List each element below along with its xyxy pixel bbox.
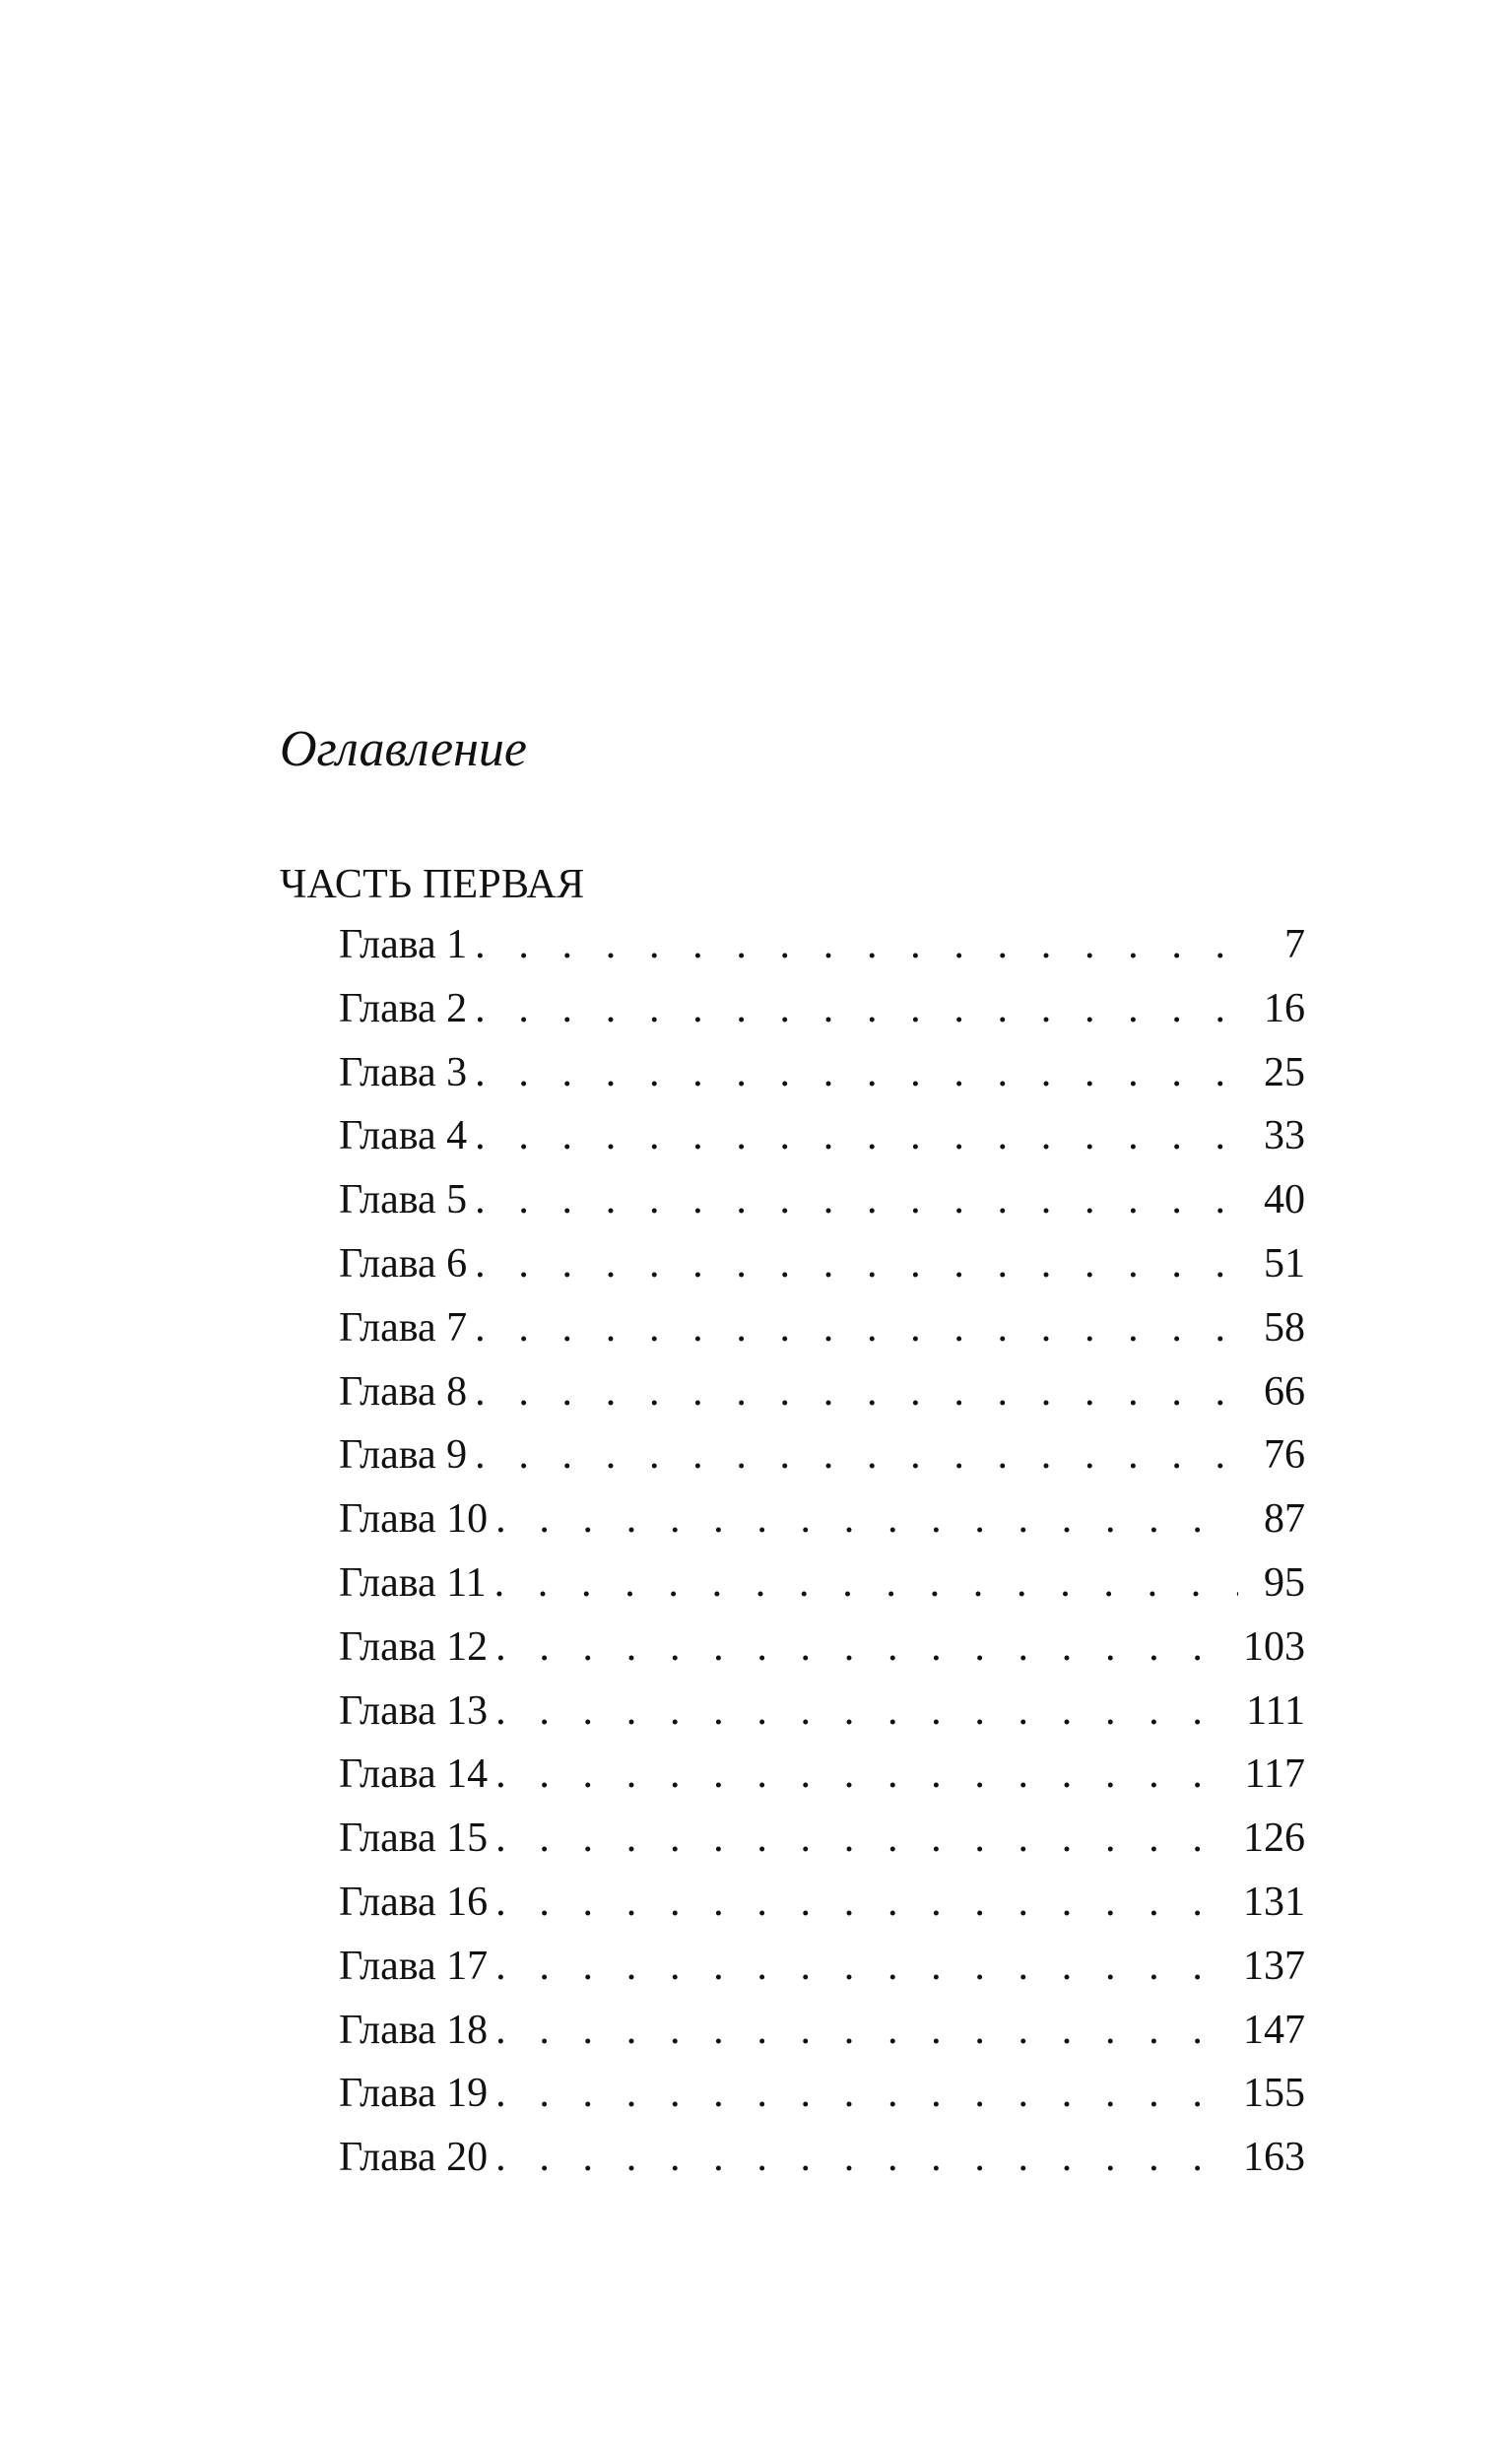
toc-entry-chapter-4[interactable] [339,1115,1305,1179]
chapter-label: Глава 13 [339,1687,489,1734]
dot-leader [475,1434,1238,1476]
chapter-label: Глава 17 [339,1943,489,1989]
page-title: Оглавление [280,721,527,777]
dot-leader [475,1371,1238,1413]
dot-leader [495,1690,1238,1732]
dot-leader [475,1115,1238,1156]
page-number: 7 [1284,922,1305,967]
dot-leader [495,1946,1238,1987]
chapter-label: Глава 2 [339,985,468,1031]
page-number: 33 [1264,1113,1305,1159]
chapter-label: Глава 6 [339,1240,468,1287]
page-number: 131 [1243,1879,1305,1925]
toc-entry-chapter-20[interactable] [339,2137,1305,2201]
toc-entry-chapter-16[interactable] [339,1879,1305,1946]
toc-entry-chapter-5[interactable] [339,1179,1305,1243]
chapter-label: Глава 14 [339,1751,489,1798]
dot-leader [495,1626,1238,1668]
page-number: 155 [1243,2071,1305,2117]
chapter-label: Глава 20 [339,2135,489,2181]
page-number: 58 [1264,1304,1305,1351]
toc-entry-chapter-15[interactable] [339,1817,1305,1882]
chapter-label: Глава 9 [339,1432,468,1479]
toc-entry-chapter-12[interactable] [339,1623,1305,1690]
chapter-label: Глава 15 [339,1816,489,1862]
chapter-label: Глава 12 [339,1623,489,1670]
dot-leader [495,2137,1238,2178]
toc-entry-chapter-3[interactable] [339,1049,1305,1116]
page-number: 76 [1264,1432,1305,1479]
page-number: 40 [1264,1177,1305,1223]
dot-leader [494,1562,1238,1604]
page-number: 163 [1243,2135,1305,2181]
dot-leader [475,924,1238,965]
dot-leader [495,2010,1238,2051]
dot-leader [475,1179,1238,1221]
toc-entry-chapter-13[interactable] [339,1687,1305,1754]
toc-entry-chapter-14[interactable] [339,1753,1305,1817]
chapter-label: Глава 4 [339,1113,468,1159]
chapter-label: Глава 11 [339,1559,487,1606]
page-number: 95 [1264,1559,1305,1606]
page-number: 87 [1264,1496,1305,1543]
toc-entry-chapter-7[interactable] [339,1304,1305,1371]
toc-entry-chapter-18[interactable] [339,2007,1305,2074]
chapter-label: Глава 5 [339,1177,468,1223]
toc-entry-chapter-17[interactable] [339,1943,1305,2010]
chapter-label: Глава 7 [339,1304,468,1351]
dot-leader [495,1753,1238,1795]
table-of-contents [339,924,1305,2201]
chapter-label: Глава 1 [339,922,468,967]
page-number: 66 [1264,1368,1305,1415]
toc-entry-chapter-8[interactable] [339,1368,1305,1435]
dot-leader [495,1882,1238,1923]
chapter-label: Глава 18 [339,2007,489,2053]
page-number: 111 [1246,1687,1305,1734]
dot-leader [495,2073,1238,2114]
dot-leader [475,1307,1238,1349]
page-number: 147 [1243,2007,1305,2053]
toc-entry-chapter-19[interactable] [339,2073,1305,2137]
chapter-label: Глава 19 [339,2071,489,2117]
page-number: 25 [1264,1049,1305,1095]
chapter-label: Глава 8 [339,1368,468,1415]
page-number: 16 [1264,985,1305,1031]
chapter-label: Глава 3 [339,1049,468,1095]
page-number: 137 [1243,1943,1305,1989]
page-number: 103 [1243,1623,1305,1670]
dot-leader [475,1052,1238,1093]
dot-leader [495,1498,1238,1540]
page-number: 51 [1264,1240,1305,1287]
toc-entry-chapter-2[interactable] [339,985,1305,1052]
toc-entry-chapter-10[interactable] [339,1498,1305,1562]
toc-entry-chapter-6[interactable] [339,1240,1305,1307]
dot-leader [475,988,1238,1029]
toc-entry-chapter-1[interactable] [339,924,1305,988]
dot-leader [475,1243,1238,1285]
toc-entry-chapter-9[interactable] [339,1434,1305,1498]
page-number: 117 [1244,1751,1305,1798]
toc-entry-chapter-11[interactable] [339,1559,1305,1626]
page-number: 126 [1243,1816,1305,1862]
dot-leader [495,1817,1238,1859]
chapter-label: Глава 16 [339,1879,489,1925]
part-heading: ЧАСТЬ ПЕРВАЯ [280,862,585,907]
chapter-label: Глава 10 [339,1496,489,1543]
